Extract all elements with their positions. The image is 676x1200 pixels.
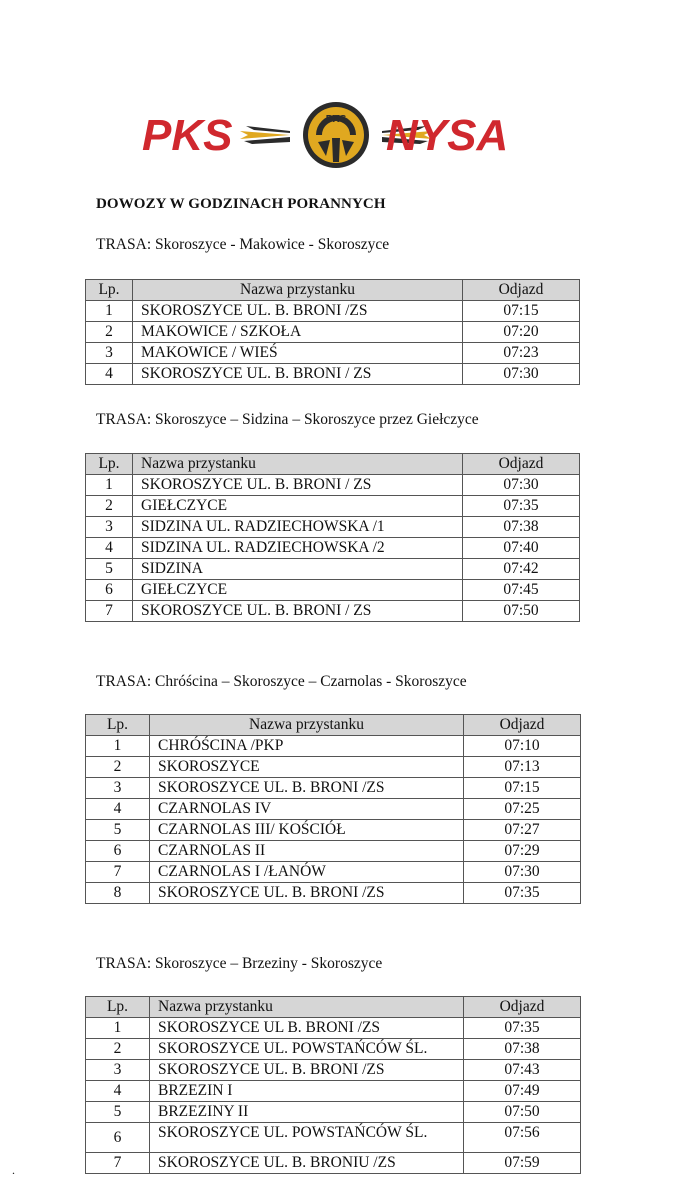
departure-time: 07:30 xyxy=(463,364,580,385)
stop-name: BRZEZIN I xyxy=(150,1081,464,1102)
table-row xyxy=(86,301,580,322)
stop-name: CZARNOLAS II xyxy=(150,841,464,862)
timetable xyxy=(85,714,581,904)
header-departure: Odjazd xyxy=(463,280,580,301)
header-stop-name: Nazwa przystanku xyxy=(133,280,463,301)
stop-name: CHRÓŚCINA /PKP xyxy=(150,736,464,757)
departure-time: 07:38 xyxy=(463,517,580,538)
stop-name: GIEŁCZYCE xyxy=(133,580,463,601)
departure-time: 07:30 xyxy=(464,862,581,883)
timetable xyxy=(85,453,580,622)
departure-time: 07:13 xyxy=(464,757,581,778)
row-number: 1 xyxy=(86,736,150,757)
stop-name: SKOROSZYCE UL. B. BRONIU /ZS xyxy=(150,1153,464,1174)
departure-time: 07:38 xyxy=(464,1039,581,1060)
stop-name: SKOROSZYCE UL. B. BRONI / ZS xyxy=(133,475,463,496)
table-row xyxy=(86,517,580,538)
table-row xyxy=(86,862,581,883)
table-header-row xyxy=(86,280,580,301)
departure-time: 07:15 xyxy=(463,301,580,322)
row-number: 7 xyxy=(86,1153,150,1174)
row-number: 2 xyxy=(86,496,133,517)
departure-time: 07:27 xyxy=(464,820,581,841)
row-number: 3 xyxy=(86,517,133,538)
departure-time: 07:15 xyxy=(464,778,581,799)
row-number: 3 xyxy=(86,1060,150,1081)
stop-name: MAKOWICE / WIEŚ xyxy=(133,343,463,364)
stop-name: SKOROSZYCE xyxy=(150,757,464,778)
table-row xyxy=(86,475,580,496)
table-row xyxy=(86,1102,581,1123)
row-number: 3 xyxy=(86,778,150,799)
stop-name: MAKOWICE / SZKOŁA xyxy=(133,322,463,343)
stop-name: SKOROSZYCE UL. B. BRONI /ZS xyxy=(133,301,463,322)
header-stop-name: Nazwa przystanku xyxy=(133,454,463,475)
header-lp: Lp. xyxy=(86,715,150,736)
pks-nysa-logo-graphic xyxy=(140,98,535,172)
departure-time: 07:35 xyxy=(464,1018,581,1039)
table-header-row xyxy=(86,454,580,475)
header-lp: Lp. xyxy=(86,997,150,1018)
departure-time: 07:40 xyxy=(463,538,580,559)
departure-time: 07:50 xyxy=(463,601,580,622)
table-row xyxy=(86,1060,581,1081)
row-number: 2 xyxy=(86,1039,150,1060)
departure-time: 07:10 xyxy=(464,736,581,757)
row-number: 2 xyxy=(86,322,133,343)
table-row xyxy=(86,322,580,343)
header-stop-name: Nazwa przystanku xyxy=(150,715,464,736)
table-row xyxy=(86,820,581,841)
row-number: 5 xyxy=(86,559,133,580)
stop-name: SKOROSZYCE UL. B. BRONI / ZS xyxy=(133,364,463,385)
stop-name: SIDZINA UL. RADZIECHOWSKA /2 xyxy=(133,538,463,559)
departure-time: 07:56 xyxy=(464,1123,581,1153)
logo-emblem-text: PKS xyxy=(325,114,347,125)
departure-time: 07:45 xyxy=(463,580,580,601)
departure-time: 07:35 xyxy=(464,883,581,904)
row-number: 3 xyxy=(86,343,133,364)
stop-name: SIDZINA xyxy=(133,559,463,580)
stop-name: SIDZINA UL. RADZIECHOWSKA /1 xyxy=(133,517,463,538)
row-number: 6 xyxy=(86,580,133,601)
row-number: 4 xyxy=(86,538,133,559)
table-row xyxy=(86,1081,581,1102)
stop-name: SKOROSZYCE UL. POWSTAŃCÓW ŚL. xyxy=(150,1123,464,1153)
row-number: 8 xyxy=(86,883,150,904)
row-number: 7 xyxy=(86,601,133,622)
stop-name: SKOROSZYCE UL. B. BRONI /ZS xyxy=(150,1060,464,1081)
departure-time: 07:20 xyxy=(463,322,580,343)
row-number: 2 xyxy=(86,757,150,778)
stop-name: SKOROSZYCE UL B. BRONI /ZS xyxy=(150,1018,464,1039)
departure-time: 07:50 xyxy=(464,1102,581,1123)
table-row xyxy=(86,757,581,778)
stop-name: SKOROSZYCE UL. B. BRONI /ZS xyxy=(150,778,464,799)
route-title: TRASA: Skoroszyce – Sidzina – Skoroszyce przez Giełczyce xyxy=(96,411,479,428)
row-number: 5 xyxy=(86,820,150,841)
departure-time: 07:25 xyxy=(464,799,581,820)
table-row xyxy=(86,799,581,820)
table-row xyxy=(86,736,581,757)
header-lp: Lp. xyxy=(86,280,133,301)
table-header-row xyxy=(86,997,581,1018)
stop-name: SKOROSZYCE UL. POWSTAŃCÓW ŚL. xyxy=(150,1039,464,1060)
table-row xyxy=(86,1153,581,1174)
departure-time: 07:29 xyxy=(464,841,581,862)
pks-nysa-logo xyxy=(140,98,535,172)
table-row xyxy=(86,601,580,622)
timetable xyxy=(85,996,581,1174)
stop-name: BRZEZINY II xyxy=(150,1102,464,1123)
timetable xyxy=(85,279,580,385)
departure-time: 07:42 xyxy=(463,559,580,580)
footer-mark: . xyxy=(12,1163,15,1177)
table-row xyxy=(86,1123,581,1153)
row-number: 7 xyxy=(86,862,150,883)
header-lp: Lp. xyxy=(86,454,133,475)
logo-text-pks: PKS xyxy=(142,111,233,160)
row-number: 4 xyxy=(86,1081,150,1102)
logo-text-nysa: NYSA xyxy=(386,111,509,160)
table-row xyxy=(86,343,580,364)
departure-time: 07:59 xyxy=(464,1153,581,1174)
route-title: TRASA: Skoroszyce - Makowice - Skoroszyce xyxy=(96,236,390,253)
stop-name: CZARNOLAS III/ KOŚCIÓŁ xyxy=(150,820,464,841)
stop-name: CZARNOLAS IV xyxy=(150,799,464,820)
table-row xyxy=(86,538,580,559)
departure-time: 07:35 xyxy=(463,496,580,517)
row-number: 6 xyxy=(86,841,150,862)
row-number: 5 xyxy=(86,1102,150,1123)
stop-name: SKOROSZYCE UL. B. BRONI /ZS xyxy=(150,883,464,904)
route-title: TRASA: Chróścina – Skoroszyce – Czarnolas - Skoroszyce xyxy=(96,673,467,690)
table-row xyxy=(86,778,581,799)
header-departure: Odjazd xyxy=(463,454,580,475)
table-row xyxy=(86,559,580,580)
stop-name: CZARNOLAS I /ŁANÓW xyxy=(150,862,464,883)
row-number: 6 xyxy=(86,1123,150,1153)
table-row xyxy=(86,496,580,517)
departure-time: 07:23 xyxy=(463,343,580,364)
row-number: 1 xyxy=(86,1018,150,1039)
table-row xyxy=(86,580,580,601)
row-number: 4 xyxy=(86,799,150,820)
row-number: 1 xyxy=(86,301,133,322)
table-row xyxy=(86,364,580,385)
table-row xyxy=(86,883,581,904)
table-row xyxy=(86,841,581,862)
table-row xyxy=(86,1039,581,1060)
departure-time: 07:30 xyxy=(463,475,580,496)
row-number: 1 xyxy=(86,475,133,496)
header-departure: Odjazd xyxy=(464,715,581,736)
table-header-row xyxy=(86,715,581,736)
route-title: TRASA: Skoroszyce – Brzeziny - Skoroszyce xyxy=(96,955,383,972)
page-heading: DOWOZY W GODZINACH PORANNYCH xyxy=(96,196,386,212)
header-stop-name: Nazwa przystanku xyxy=(150,997,464,1018)
row-number: 4 xyxy=(86,364,133,385)
departure-time: 07:43 xyxy=(464,1060,581,1081)
stop-name: GIEŁCZYCE xyxy=(133,496,463,517)
header-departure: Odjazd xyxy=(464,997,581,1018)
stop-name: SKOROSZYCE UL. B. BRONI / ZS xyxy=(133,601,463,622)
table-row xyxy=(86,1018,581,1039)
departure-time: 07:49 xyxy=(464,1081,581,1102)
